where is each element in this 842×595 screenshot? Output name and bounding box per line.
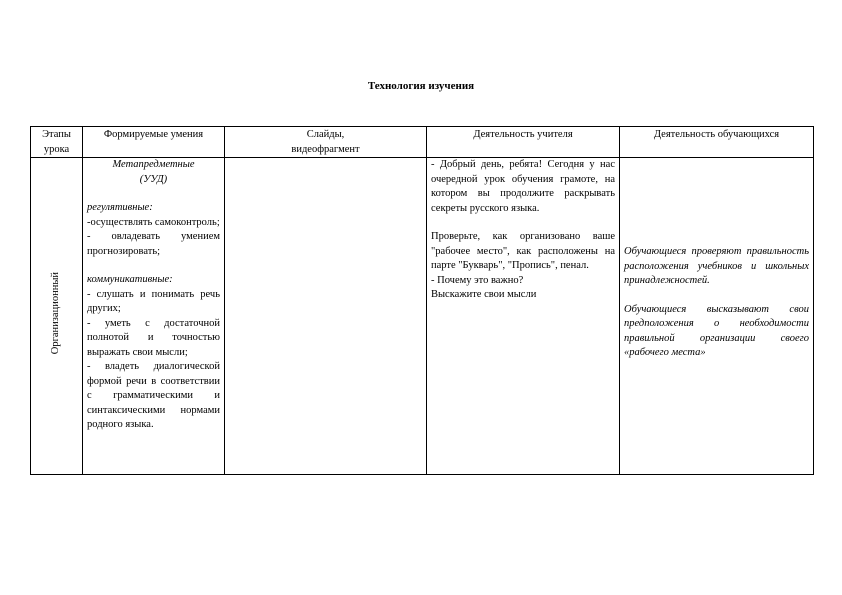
students-cell — [620, 158, 814, 475]
teacher-paragraph-3: - Почему это важно? — [431, 274, 524, 286]
header-skills — [83, 127, 225, 158]
skills-heading-line-2: (УУД) — [139, 173, 168, 185]
teacher-paragraph-1: - Добрый день, ребята! Сегодня у нас очередной урок обучения грамоте, на котором вы продолжите раскрывать секреты русского языка. — [431, 159, 615, 214]
stage-label: Организационный — [50, 272, 62, 355]
regulatory-title: регулятивные: — [87, 202, 153, 213]
header-slides-line-1: Слайды, — [306, 129, 345, 140]
skills-cell — [83, 158, 225, 475]
header-slides — [225, 127, 427, 158]
header-stage-line-2: урока — [43, 143, 70, 155]
table-row — [31, 158, 814, 475]
regulatory-item: - овладевать умением прогнозировать; — [87, 231, 220, 257]
skills-heading-line-1: Метапредметные — [112, 159, 195, 170]
header-teacher — [427, 127, 620, 158]
communicative-item: - уметь с достаточной полнотой и точностью выражать свои мысли; — [87, 317, 220, 358]
regulatory-item: -осуществлять самоконтроль; — [87, 216, 220, 228]
slides-cell — [225, 158, 427, 475]
lesson-table — [30, 126, 814, 475]
students-paragraph-2: Обучающиеся высказывают свои предположения о необходимости правильной организации своего «рабочего места» — [624, 303, 809, 358]
header-skills-label: Формируемые умения — [103, 129, 204, 140]
communicative-title: коммуникативные: — [87, 274, 173, 285]
stage-cell — [31, 158, 83, 475]
teacher-cell — [427, 158, 620, 475]
students-paragraph-1: Обучающиеся проверяют правильность расположения учебников и школьных принадлежностей. — [624, 246, 809, 286]
teacher-paragraph-2: Проверьте, как организовано ваше "рабочее место", как расположены на парте "Букварь", "Пропись", пенал. — [431, 231, 615, 271]
header-teacher-label: Деятельность учителя — [473, 129, 573, 140]
communicative-item: - слушать и понимать речь других; — [87, 288, 220, 314]
teacher-paragraph-4: Выскажите свои мысли — [431, 289, 537, 300]
communicative-item: - владеть диалогической формой речи в соответствии с грамматическими и синтаксическими нормами родного языка. — [87, 361, 220, 430]
header-students-label: Деятельность обучающихся — [653, 129, 780, 140]
document-title: Технология изучения — [367, 80, 475, 92]
header-stage-line-1: Этапы — [42, 129, 71, 140]
table-header-row — [31, 127, 814, 158]
header-stage — [31, 127, 83, 158]
header-students — [620, 127, 814, 158]
header-slides-line-2: видеофрагмент — [291, 143, 360, 155]
